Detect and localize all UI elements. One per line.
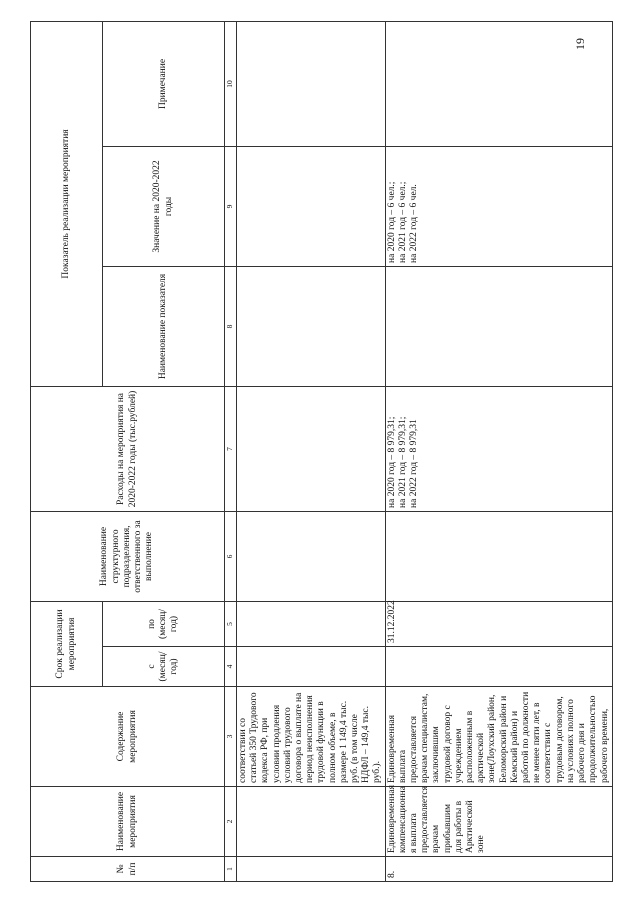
row-indicator-name	[385, 266, 612, 386]
column-number: 6	[225, 511, 237, 601]
indicator-value-line: на 2020 год – 6 чел.;	[386, 181, 397, 263]
table-row	[385, 21, 612, 881]
header-indicator-name: Наименование показателя	[103, 266, 225, 386]
row-indicator-value	[237, 146, 386, 266]
column-number: 5	[225, 601, 237, 646]
header-expenses: Расходы на мероприятия на 2020-2022 годы (тыс.рублей)	[31, 386, 225, 511]
row-to: 31.12.2022	[385, 601, 612, 646]
row-measure-name	[237, 787, 386, 857]
column-number: 4	[225, 647, 237, 687]
header-note: Примечание	[103, 21, 225, 146]
row-responsible-unit	[385, 511, 612, 601]
header-responsible-unit: Наименование структурного подразделения, ответственного за выполнение	[31, 511, 225, 601]
row-to	[237, 601, 386, 646]
row-expenses	[237, 386, 386, 511]
column-number: 8	[225, 266, 237, 386]
header-measure-name: Наименование мероприятия	[31, 787, 225, 857]
measures-table	[30, 21, 613, 882]
row-indicator-name	[237, 266, 386, 386]
row-measure-content: Единовременная выплата предоставляется врачам специалистам, заключившим трудовой договор с учреждением расположенным в арктической зоне(Лоухский район, Беломорский район и Кемский район) и работой по должности не менее пяти лет, в соответствии с трудовым договором, на условиях полного рабочего дня и продолжительностью рабочего времени,	[385, 687, 612, 787]
page-number: 19	[573, 38, 587, 50]
header-from: с (месяц/ год)	[103, 647, 225, 687]
header-to: по (месяц/ год)	[103, 601, 225, 646]
row-from	[385, 647, 612, 687]
table-row	[237, 21, 386, 881]
indicator-value-line: на 2021 год – 6 чел.;	[397, 181, 408, 263]
row-number: 8.	[385, 857, 612, 882]
column-number-row	[225, 21, 237, 881]
row-note	[237, 21, 386, 146]
header-indicator-value: Значение на 2020-2022 годы	[103, 146, 225, 266]
header-measure-content: Содержание мероприятия	[31, 687, 225, 787]
header-period: Срок реализации мероприятия	[31, 601, 103, 686]
column-number: 10	[225, 21, 237, 146]
column-number: 1	[225, 857, 237, 882]
header-indicator-group: Показатель реализации мероприятия	[31, 21, 103, 386]
column-number: 2	[225, 787, 237, 857]
expenses-line: на 2020 год – 8 979,31;	[386, 416, 397, 508]
row-responsible-unit	[237, 511, 386, 601]
header-number: № п/п	[31, 857, 225, 882]
row-indicator-value	[385, 146, 612, 266]
expenses-line: на 2021 год – 8 979,31;	[397, 416, 408, 508]
row-measure-name: Единовременная компенсационна я выплата предоставляется врачам прибывшим для работы в Арктической зоне	[385, 787, 612, 857]
row-number	[237, 857, 386, 882]
expenses-line: на 2022 год – 8 979,31	[409, 419, 420, 508]
indicator-value-line: на 2022 год – 6 чел.	[409, 184, 420, 263]
column-number: 7	[225, 386, 237, 511]
column-number: 3	[225, 687, 237, 787]
row-expenses	[385, 386, 612, 511]
row-note	[385, 21, 612, 146]
row-from	[237, 647, 386, 687]
column-number: 9	[225, 146, 237, 266]
row-measure-content: соответствии со статьей 350 Трудового кодекса РФ, при условии продления условий трудового договора о выплате на период неисполнения трудовой функции в полном объеме, в размере 1 149,4 тыс. руб. (в том числе НДФЛ – 149,4 тыс. руб.).	[237, 687, 386, 787]
